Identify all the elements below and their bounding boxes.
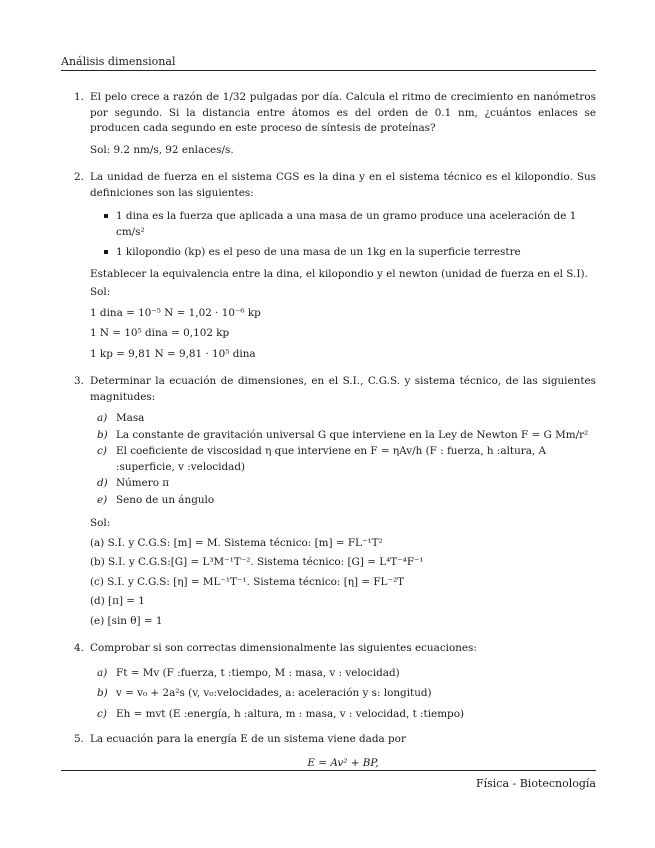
list-item: b) v = v₀ + 2a²s (v, v₀:velocidades, a: aceleración y s: longitud) (97, 687, 432, 699)
footer-rule (61, 770, 596, 771)
solution-label: Sol: (90, 286, 111, 298)
definition-list (90, 209, 596, 261)
problem-question: Establecer la equivalencia entre la dina, el kilopondio y el newton (unidad de fuerza en el S.I). (90, 267, 588, 280)
running-header: Análisis dimensional (61, 55, 176, 68)
solution-line: 1 kp = 9,81 N = 9,81 · 10⁵ dina (90, 347, 256, 360)
problem-4 (61, 641, 596, 722)
list-item: c) Eh = mvt (E :energía, h :altura, m : masa, v : velocidad, t :tiempo) (97, 707, 465, 720)
problem-number: 1. (74, 91, 84, 103)
solution-line: (b) S.I. y C.G.S:[G] = L³M⁻¹T⁻². Sistema técnico: [G] = L⁴T⁻⁴F⁻¹ (90, 556, 424, 568)
list-item: a) Ft = Mv (F :fuerza, t :tiempo, M : masa, v : velocidad) (97, 666, 400, 679)
list-item: 1 dina es la fuerza que aplicada a una masa de un gramo produce una aceleración de 1 cm/s² (90, 209, 596, 240)
solution-line: (c) S.I. y C.G.S: [η] = ML⁻¹T⁻¹. Sistema técnico: [η] = FL⁻²T (90, 575, 405, 588)
list-item: a) Masa (97, 412, 145, 424)
problem-number: 3. (74, 375, 84, 387)
equation-list (90, 666, 596, 723)
solution-line: (e) [sin θ] = 1 (90, 614, 163, 627)
problem-1 (61, 90, 596, 158)
problem-3 (61, 374, 596, 629)
problem-number: 4. (74, 642, 84, 654)
header-rule (61, 70, 596, 71)
list-item: d) Número π (97, 477, 170, 489)
solution-line: 1 N = 10⁵ dina = 0,102 kp (90, 327, 230, 339)
problem-2 (61, 170, 596, 362)
problem-text: Determinar la ecuación de dimensiones, en el S.I., C.G.S. y sistema técnico, de las siguientes magnitudes: (90, 375, 596, 403)
problem-5 (61, 732, 596, 771)
problem-text: La unidad de fuerza en el sistema CGS es la dina y en el sistema técnico es el kilopondio. Sus definiciones son las siguientes: (90, 171, 596, 199)
solution-line: (a) S.I. y C.G.S: [m] = M. Sistema técnico: [m] = FL⁻¹T² (90, 536, 383, 549)
running-footer: Física - Biotecnología (475, 777, 596, 790)
solution-line: 1 dina = 10⁻⁵ N = 1,02 · 10⁻⁶ kp (90, 306, 261, 319)
problem-list (61, 90, 596, 779)
list-item: c) El coeficiente de viscosidad η que interviene en F = ηAv/h (F : fuerza, h :altura, A :superficie, v :velocidad) (97, 445, 547, 473)
problem-number: 2. (74, 171, 84, 183)
problem-text: La ecuación para la energía E de un sistema viene dada por (90, 733, 406, 745)
problem-number: 5. (74, 733, 84, 745)
solution-line: (d) [π] = 1 (90, 595, 145, 607)
list-item: e) Seno de un ángulo (97, 493, 215, 506)
bullet-icon (104, 214, 108, 218)
problem-text: Comprobar si son correctas dimensionalmente las siguientes ecuaciones: (90, 642, 477, 654)
bullet-icon (104, 250, 108, 254)
solution-label: Sol: (90, 517, 111, 529)
list-item: b) La constante de gravitación universal G que interviene en la Ley de Newton F = G Mm/r² (97, 428, 589, 441)
list-item: 1 kilopondio (kp) es el peso de una masa de un 1kg en la superficie terrestre (90, 245, 596, 261)
display-equation: E = Av² + BP, (307, 756, 379, 769)
magnitude-list (90, 411, 596, 508)
problem-text: El pelo crece a razón de 1/32 pulgadas por día. Calcula el ritmo de crecimiento en nanómetros por segundo. Si la distancia entre átomos es del orden de 0.1 nm, ¿cuántos enlaces se producen cada segundo en este proceso de síntesis de proteínas? (90, 91, 596, 134)
solution-text: Sol: 9.2 nm/s, 92 enlaces/s. (90, 143, 234, 156)
